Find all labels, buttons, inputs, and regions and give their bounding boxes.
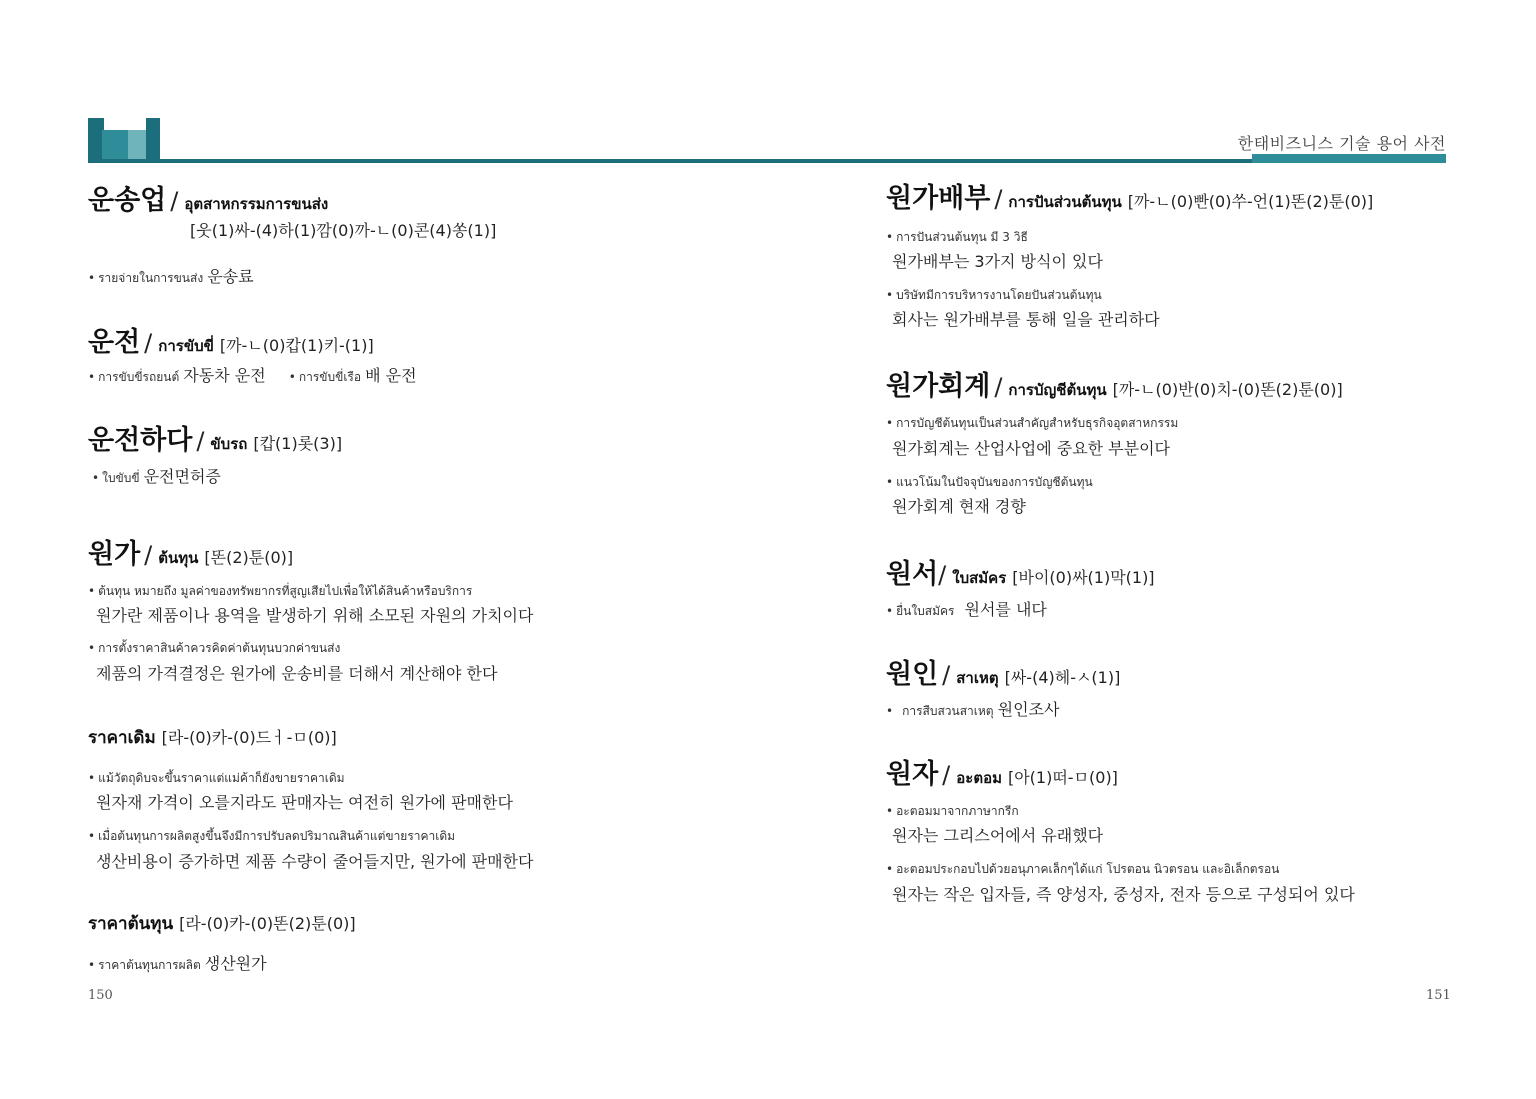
pronunciation: [라-(0)카-(0)똔(2)툰(0)]: [179, 914, 356, 933]
thai-term: การปันส่วนต้นทุน: [1008, 193, 1122, 211]
pronunciation: [바이(0)싸(1)막(1)]: [1012, 568, 1155, 587]
pronunciation: [까-ㄴ(0)캅(1)키-(1)]: [219, 336, 374, 355]
example-korean: 원가회계는 산업사업에 중요한 부분이다: [892, 439, 1171, 458]
pronunciation: [웃(1)싸-(4)하(1)깜(0)까-ㄴ(0)콘(4)쏭(1)]: [190, 221, 497, 240]
headword: 운전하다: [88, 425, 193, 456]
example-line: • รายจ่ายในการขนส่ง 운송료: [88, 267, 254, 286]
header-decoration: [88, 118, 160, 162]
deco-bar: [128, 130, 146, 162]
example-korean: 원가배부는 3가지 방식이 있다: [892, 252, 1103, 271]
example-korean: 원가회계 현재 경향: [892, 497, 1026, 516]
thai-term: สาเหตุ: [956, 669, 999, 687]
example-korean: 원자는 그리스어에서 유래했다: [892, 826, 1104, 845]
thai-term: การบัญชีต้นทุน: [1008, 381, 1107, 399]
headword: 원가회계: [886, 371, 991, 402]
example-line: • การขับขี่รถยนต์ 자동차 운전 • การขับขี่เรือ 배 운전: [88, 366, 417, 385]
pronunciation: [까-ㄴ(0)빤(0)쑤-언(1)똔(2)툰(0)]: [1127, 192, 1374, 211]
headword: 운전: [88, 327, 141, 358]
example-thai: • แม้วัตถุดิบจะขึ้นราคาแต่แม่ค้าก็ยังขายราคาเดิม: [88, 771, 345, 785]
headword: 원서: [886, 559, 939, 590]
entry-headword-line: [88, 910, 356, 937]
example-korean: 제품의 가격결정은 원가에 운송비를 더해서 계산해야 한다: [96, 664, 498, 683]
deco-bar: [146, 118, 160, 162]
headword: ราคาต้นทุน: [88, 914, 174, 934]
headword: 원자: [886, 759, 939, 790]
example-korean: 원자재 가격이 오를지라도 판매자는 여전히 원가에 판매한다: [96, 793, 513, 812]
pronunciation: [라-(0)카-(0)드ㅓ-ㅁ(0)]: [161, 728, 337, 747]
pronunciation: [똔(2)툰(0)]: [204, 548, 294, 567]
example-line: • การสืบสวนสาเหตุ 원인조사: [886, 700, 1060, 719]
entry-headword-line: 운송업 / อุตสาหกรรมการขนส่ง: [88, 185, 329, 216]
thai-term: ต้นทุน: [158, 549, 199, 567]
entry-headword-line: 원가배부 / การปันส่วนต้นทุน [까-ㄴ(0)빤(0)쑤-언(1)똔(2)툰(0)]: [886, 183, 1374, 214]
headword: 원가: [88, 539, 141, 570]
entry-headword-line: 원가 / ต้นทุน [똔(2)툰(0)]: [88, 539, 294, 570]
example-thai: • อะตอมมาจากภาษากรีก: [886, 804, 1019, 818]
entry-headword-line: [88, 724, 337, 751]
headword: 운송업: [88, 185, 167, 216]
entry-headword-line: 원서/ ใบสมัคร [바이(0)싸(1)막(1)]: [886, 559, 1155, 590]
header-rule-accent: [1252, 154, 1446, 163]
thai-term: ขับรถ: [210, 435, 248, 453]
example-korean: 원가란 제품이나 용역을 발생하기 위해 소모된 자원의 가치이다: [96, 606, 534, 625]
example-korean: 회사는 원가배부를 통해 일을 관리하다: [892, 310, 1160, 329]
thai-term: อุตสาหกรรมการขนส่ง: [184, 195, 329, 213]
book-title: 한태비즈니스 기술 용어 사전: [1237, 134, 1446, 153]
pronunciation: [아(1)떠-ㅁ(0)]: [1007, 768, 1118, 787]
example-korean: 생산비용이 증가하면 제품 수량이 줄어들지만, 원가에 판매한다: [96, 852, 534, 871]
example-line: • ใบขับขี่ 운전면허증: [92, 467, 221, 486]
example-line: • ราคาต้นทุนการผลิต 생산원가: [88, 954, 267, 973]
example-thai: • การตั้งราคาสินค้าควรคิดค่าต้นทุนบวกค่าขนส่ง: [88, 641, 341, 655]
entry-headword-line: 원인 / สาเหตุ [싸-(4)헤-ㅅ(1)]: [886, 659, 1121, 690]
example-thai: • การปันส่วนต้นทุน มี 3 วิธี: [886, 230, 1028, 244]
headword: ราคาเดิม: [88, 728, 156, 748]
thai-term: การขับขี่: [158, 337, 214, 355]
example-thai: • ต้นทุน หมายถึง มูลค่าของทรัพยากรที่สูญเสียไปเพื่อให้ได้สินค้าหรือบริการ: [88, 584, 473, 598]
thai-term: อะตอม: [956, 769, 1002, 787]
pronunciation: [싸-(4)헤-ㅅ(1)]: [1004, 668, 1121, 687]
example-line: • ยื่นใบสมัคร 원서를 내다: [886, 600, 1047, 619]
entry-headword-line: 원가회계 / การบัญชีต้นทุน [까-ㄴ(0)반(0)치-(0)똔(2)툰(0)]: [886, 371, 1343, 402]
example-thai: • การบัญชีต้นทุนเป็นส่วนสำคัญสำหรับธุรกิจอุตสาหกรรม: [886, 416, 1179, 430]
page-number: 151: [1426, 988, 1451, 1003]
example-thai: • บริษัทมีการบริหารงานโดยปันส่วนต้นทุน: [886, 288, 1102, 302]
headword: 원가배부: [886, 183, 991, 214]
example-thai: • อะตอมประกอบไปด้วยอนุภาคเล็กๆได้แก่ โปรตอน นิวตรอน และอิเล็กตรอน: [886, 862, 1280, 876]
thai-term: ใบสมัคร: [952, 569, 1007, 587]
page-number: 150: [88, 988, 113, 1003]
pronunciation: [까-ㄴ(0)반(0)치-(0)똔(2)툰(0)]: [1112, 380, 1343, 399]
example-thai: • แนวโน้มในปัจจุบันของการบัญชีต้นทุน: [886, 475, 1093, 489]
entry-headword-line: 운전 / การขับขี่ [까-ㄴ(0)캅(1)키-(1)]: [88, 327, 374, 358]
example-thai: • เมื่อต้นทุนการผลิตสูงขึ้นจึงมีการปรับลดปริมาณสินค้าแต่ขายราคาเดิม: [88, 829, 456, 843]
entry-headword-line: 운전하다 / ขับรถ [캅(1)롯(3)]: [88, 425, 343, 456]
headword: 원인: [886, 659, 939, 690]
pronunciation: [캅(1)롯(3)]: [253, 434, 343, 453]
deco-bar: [102, 130, 128, 162]
header-rule: [88, 159, 1446, 163]
example-korean: 원자는 작은 입자들, 즉 양성자, 중성자, 전자 등으로 구성되어 있다: [892, 885, 1355, 904]
entry-headword-line: 원자 / อะตอม [아(1)떠-ㅁ(0)]: [886, 759, 1118, 790]
